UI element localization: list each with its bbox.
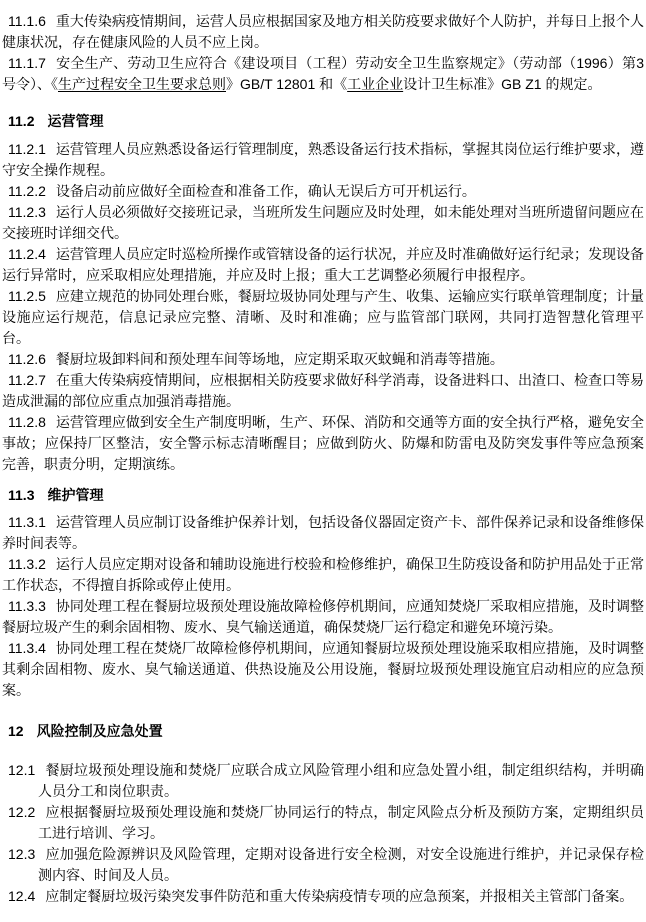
clause-11-2-5 <box>2 286 644 349</box>
clause-11-3-3 <box>2 596 644 638</box>
clause-number: 11.3.4 <box>8 640 46 656</box>
underlined-standard-name: 生产过程安全卫生要求总则 <box>58 76 226 92</box>
clause-11-2-3 <box>2 202 644 244</box>
clause-text: 在重大传染病疫情期间，应根据相关防疫要求做好科学消毒，设备进料口、出渣口、检查口等易造成泄漏的部位应重点加强消毒措施。 <box>2 372 644 409</box>
section-title: 运营管理 <box>47 113 104 129</box>
clause-number: 11.2.7 <box>8 372 46 388</box>
clause-text: 餐厨垃圾卸料间和预处理车间等场地，应定期采取灭蚊蝇和消毒等措施。 <box>55 351 504 367</box>
clause-number: 11.3.1 <box>8 514 46 530</box>
chapter-title: 风险控制及应急处置 <box>36 723 163 739</box>
clause-text: 运行人员必须做好交接班记录，当班所发生问题应及时处理，如未能处理对当班所遗留问题应在交接班时详细交代。 <box>2 204 644 241</box>
clause-12-1 <box>2 760 644 802</box>
clause-text <box>2 55 644 92</box>
clause-number: 11.2.4 <box>8 246 46 262</box>
clause-number: 11.1.7 <box>8 55 46 71</box>
clause-number: 11.3.2 <box>8 556 46 572</box>
clause-11-3-2 <box>2 554 644 596</box>
clause-11-2-2 <box>2 181 644 202</box>
clause-text: 应制定餐厨垃圾污染突发事件防范和重大传染病疫情专项的应急预案，并报相关主管部门备案。 <box>45 888 634 904</box>
clause-11-1-6 <box>2 11 644 53</box>
clause-11-1-7 <box>2 53 644 95</box>
clause-text: 应加强危险源辨识及风险管理，定期对设备进行安全检测，对安全设施进行维护，并记录保存检测内容、时间及人员。 <box>38 846 644 883</box>
clause-number: 11.2.1 <box>8 141 46 157</box>
clause-12-4 <box>2 886 644 907</box>
text-segment: 》GB/T 12801 和《 <box>226 76 348 92</box>
clause-number: 12.1 <box>8 762 36 778</box>
section-title: 维护管理 <box>47 487 104 503</box>
clause-12-3 <box>2 844 644 886</box>
clause-number: 12.3 <box>8 846 36 862</box>
chapter-number: 12 <box>8 723 24 739</box>
clause-11-2-8 <box>2 412 644 475</box>
chapter-heading-12 <box>2 721 644 742</box>
section-number: 11.3 <box>8 487 35 503</box>
clause-number: 11.2.2 <box>8 183 46 199</box>
clause-number: 11.1.6 <box>8 13 46 29</box>
clause-11-3-4 <box>2 638 644 701</box>
clause-number: 12.4 <box>8 888 36 904</box>
text-segment: 设计卫生标准》GB Z1 的规定。 <box>403 76 602 92</box>
clause-11-2-6 <box>2 349 644 370</box>
clause-text: 设备启动前应做好全面检查和准备工作，确认无误后方可开机运行。 <box>55 183 476 199</box>
clause-text: 运行人员应定期对设备和辅助设施进行校验和检修维护，确保卫生防疫设备和防护用品处于正常工作状态，不得擅自拆除或停止使用。 <box>2 556 644 593</box>
text-segment: 安全生产、劳动卫生应符合《建设项目（工程）劳动安全卫生监察规定》（劳动部（1996）第3号令）、《 <box>2 55 644 92</box>
clause-number: 11.2.3 <box>8 204 46 220</box>
clause-text: 运营管理人员应定时巡检所操作或管辖设备的运行状况，并应及时准确做好运行纪录；发现设备运行异常时，应采取相应处理措施，并应及时上报；重大工艺调整必须履行申报程序。 <box>2 246 644 283</box>
clause-11-2-4 <box>2 244 644 286</box>
clause-number: 11.2.6 <box>8 351 46 367</box>
clause-text: 运营管理人员应制订设备维护保养计划，包括设备仪器固定资产卡、部件保养记录和设备维修保养时间表等。 <box>2 514 644 551</box>
clause-text: 运营管理应做到安全生产制度明晰，生产、环保、消防和交通等方面的安全执行严格，避免安全事故；应保持厂区整洁，安全警示标志清晰醒目；应做到防火、防爆和防雷电及防突发事件等应急预案完善，职责分明，定期演练。 <box>2 414 644 472</box>
clause-11-3-1 <box>2 512 644 554</box>
clause-11-2-7 <box>2 370 644 412</box>
clause-text: 餐厨垃圾预处理设施和焚烧厂应联合成立风险管理小组和应急处置小组，制定组织结构，并明确人员分工和岗位职责。 <box>38 762 644 799</box>
clause-number: 11.2.5 <box>8 288 46 304</box>
clause-number: 11.2.8 <box>8 414 46 430</box>
underlined-standard-name: 工业企业 <box>347 76 404 92</box>
clause-text: 应建立规范的协同处理台账，餐厨垃圾协同处理与产生、收集、运输应实行联单管理制度；计量设施应运行规范，信息记录应完整、清晰、及时和准确；应与监管部门联网，共同打造智慧化管理平台。 <box>2 288 644 346</box>
clause-number: 11.3.3 <box>8 598 46 614</box>
clause-number: 12.2 <box>8 804 36 820</box>
clause-12-2 <box>2 802 644 844</box>
section-heading-11-2 <box>2 111 644 132</box>
section-heading-11-3 <box>2 485 644 506</box>
clause-text: 协同处理工程在餐厨垃圾预处理设施故障检修停机期间，应通知焚烧厂采取相应措施，及时调整餐厨垃圾产生的剩余固相物、废水、臭气输送通道，确保焚烧厂运行稳定和避免环境污染。 <box>2 598 644 635</box>
section-number: 11.2 <box>8 113 35 129</box>
clause-11-2-1 <box>2 139 644 181</box>
clause-text: 应根据餐厨垃圾预处理设施和焚烧厂协同运行的特点，制定风险点分析及预防方案，定期组织员工进行培训、学习。 <box>38 804 644 841</box>
clause-text: 运营管理人员应熟悉设备运行管理制度，熟悉设备运行技术指标，掌握其岗位运行维护要求，遵守安全操作规程。 <box>2 141 644 178</box>
clause-text: 重大传染病疫情期间，运营人员应根据国家及地方相关防疫要求做好个人防护，并每日上报个人健康状况，存在健康风险的人员不应上岗。 <box>2 13 644 50</box>
clause-text: 协同处理工程在焚烧厂故障检修停机期间，应通知餐厨垃圾预处理设施采取相应措施，及时调整其剩余固相物、废水、臭气输送通道、供热设施及公用设施，餐厨垃圾预处理设施宜启动相应的应急预案。 <box>2 640 644 698</box>
